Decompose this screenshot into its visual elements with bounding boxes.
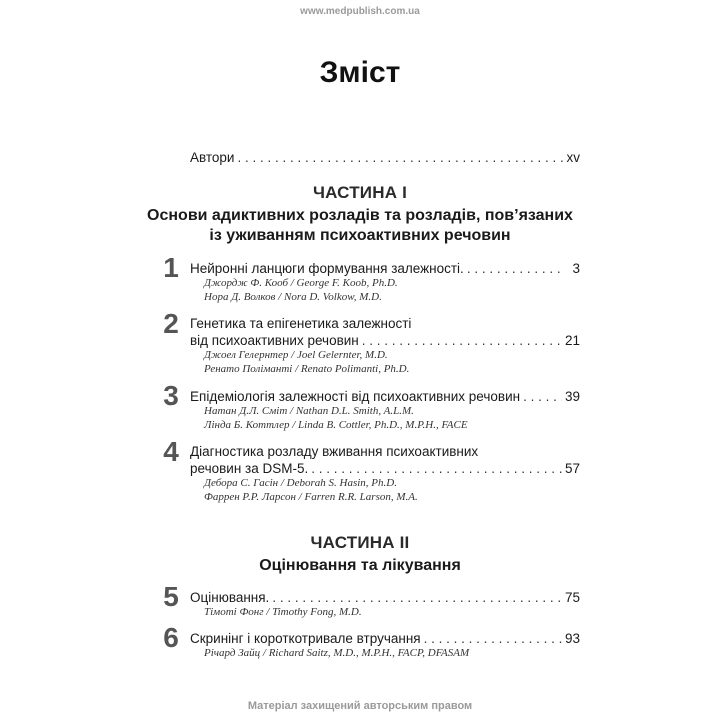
copyright-watermark: Матеріал захищений авторським правом xyxy=(247,700,473,712)
dot-leader xyxy=(237,150,563,166)
dot-leader xyxy=(272,590,562,606)
toc-page-number: xv xyxy=(566,150,580,165)
chapter-author: Лінда Б. Коттлер / Linda B. Cottler, Ph.D., M.P.H., FACE xyxy=(204,419,468,431)
toc-entry-chapter-2[interactable] xyxy=(190,333,580,349)
toc-entry-chapter-6[interactable] xyxy=(190,631,580,647)
part-label: ЧАСТИНА I xyxy=(312,183,408,202)
part-title-line: Основи адиктивних розладів та розладів, пов’язаних xyxy=(147,207,573,224)
chapter-author: Натан Д.Л. Сміт / Nathan D.L. Smith, A.L.M. xyxy=(204,405,414,417)
toc-entry-chapter-5[interactable] xyxy=(190,590,580,606)
toc-entry-chapter-4[interactable] xyxy=(190,461,580,477)
dot-leader xyxy=(467,261,563,277)
chapter-number: 5 xyxy=(163,581,179,612)
chapter-author: Тімоті Фонг / Timothy Fong, M.D. xyxy=(204,606,362,618)
page-title: Зміст xyxy=(319,56,401,89)
toc-page-number: 75 xyxy=(564,590,580,605)
dot-leader xyxy=(362,333,562,349)
chapter-author: Річард Зайц / Richard Saitz, M.D., M.P.H., FACP, DFASAM xyxy=(204,647,470,659)
chapter-number: 4 xyxy=(163,436,179,467)
dot-leader xyxy=(523,389,562,405)
toc-entry-authors[interactable] xyxy=(190,150,580,166)
dot-leader xyxy=(311,461,562,477)
chapter-number: 1 xyxy=(163,252,179,283)
part-label: ЧАСТИНА II xyxy=(310,533,410,552)
chapter-author: Джоел Гелернтер / Joel Gelernter, M.D. xyxy=(204,349,388,361)
chapter-number: 2 xyxy=(163,308,179,339)
site-watermark: www.medpublish.com.ua xyxy=(300,6,420,17)
toc-page-number: 21 xyxy=(564,333,580,348)
toc-page-number: 3 xyxy=(572,261,580,276)
dot-leader xyxy=(424,631,562,647)
part-title-line: Оцінювання та лікування xyxy=(259,557,461,574)
toc-entry-label: Автори xyxy=(190,150,235,165)
chapter-title: речовин за DSM-5. xyxy=(190,461,309,476)
chapter-title: Скринінг і короткотривале втручання xyxy=(190,631,421,646)
toc-entry-chapter-3[interactable] xyxy=(190,389,580,405)
toc-page-number: 93 xyxy=(564,631,580,646)
chapter-title[interactable]: Діагностика розладу вживання психоактивних xyxy=(190,444,479,459)
chapter-title: Оцінювання. xyxy=(190,590,270,605)
chapter-title[interactable]: Генетика та епігенетика залежності xyxy=(190,316,412,331)
part-title-line: із уживанням психоактивних речовин xyxy=(209,227,511,244)
chapter-title: від психоактивних речовин xyxy=(190,333,359,348)
chapter-author: Нора Д. Волков / Nora D. Volkow, M.D. xyxy=(204,291,382,303)
chapter-number: 6 xyxy=(163,622,179,653)
chapter-author: Джордж Ф. Кооб / George F. Koob, Ph.D. xyxy=(204,277,398,289)
toc-entry-chapter-1[interactable] xyxy=(190,261,580,277)
chapter-author: Дебора С. Гасін / Deborah S. Hasin, Ph.D. xyxy=(204,477,397,489)
chapter-author: Фаррен Р.Р. Ларсон / Farren R.R. Larson, M.A. xyxy=(204,491,418,503)
chapter-title: Нейронні ланцюги формування залежності. xyxy=(190,261,464,276)
chapter-title: Епідеміологія залежності від психоактивних речовин xyxy=(190,389,521,404)
chapter-number: 3 xyxy=(163,380,179,411)
toc-page-number: 39 xyxy=(564,389,580,404)
chapter-author: Ренато Поліманті / Renato Polimanti, Ph.D. xyxy=(204,363,410,375)
toc-page-number: 57 xyxy=(564,461,580,476)
